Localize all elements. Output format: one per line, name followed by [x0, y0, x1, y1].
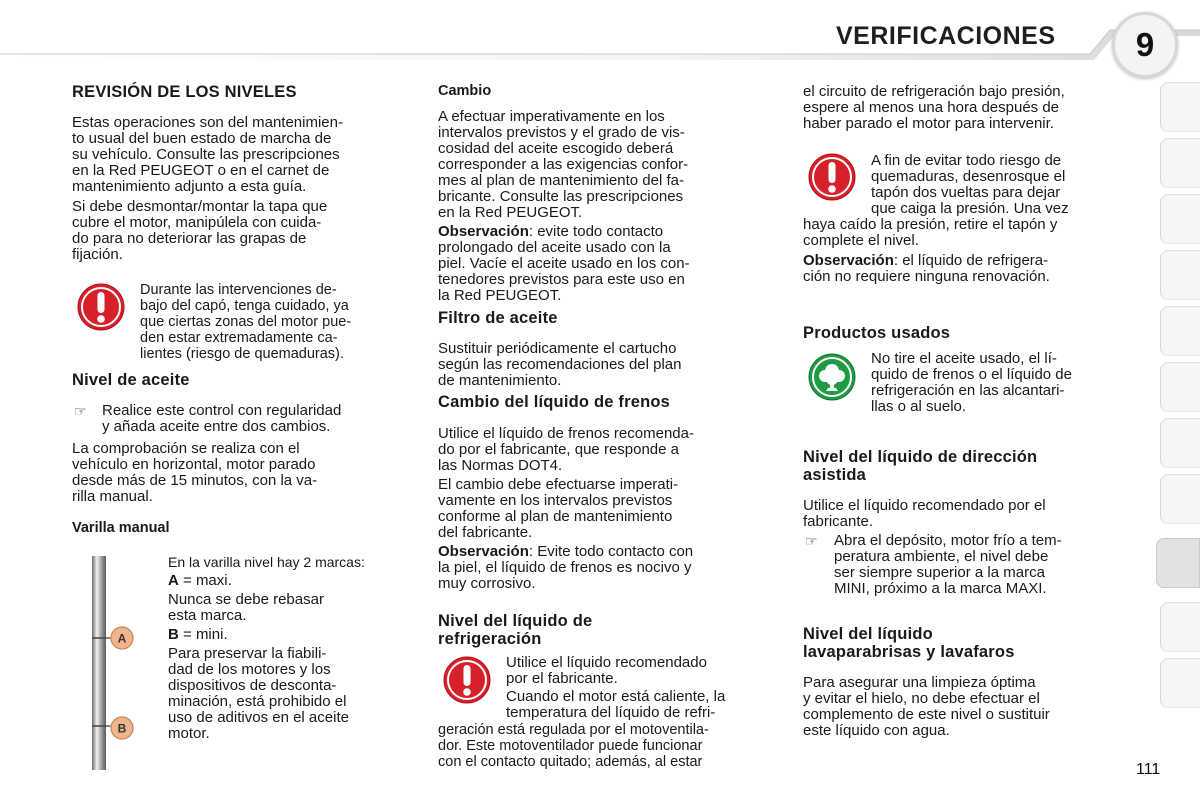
intro-paragraph: Estas operaciones son del mantenimien- to usual del buen estado de marcha de su vehículo. Consulte las prescripciones en la Red PEUGEOT o en el carnet de mantenimiento adjunto a esta guía. [72, 114, 343, 195]
chapter-tab[interactable] [1160, 306, 1200, 356]
washer-fluid-paragraph: Para asegurar una limpieza óptima y evitar el hielo, no debe efectuar el complemento de este nivel o sustituir este líquido con agua. [803, 674, 1050, 739]
oil-filter-paragraph: Sustituir periódicamente el cartucho según las recomendaciones del plan de mantenimiento. [438, 340, 682, 389]
hand-pointer-icon: ☞ [74, 403, 87, 419]
hand-pointer-icon: ☞ [805, 533, 818, 549]
oil-bullet-text: Realice este control con regularidad y añada aceite entre dos cambios. [102, 402, 342, 435]
hot-engine-warning: Durante las intervenciones de- bajo del capó, tenga cuidado, ya que ciertas zonas del motor pue- den estar extremadamente ca- lientes (riesgo de quemaduras). [140, 282, 352, 362]
chapter-tab[interactable] [1160, 658, 1200, 708]
used-products-heading: Productos usados [803, 324, 951, 342]
warning-icon [807, 152, 857, 202]
warning-icon [442, 655, 492, 705]
coolant-heading: Nivel del líquido de refrigeración [438, 612, 593, 648]
used-products-text: No tire el aceite usado, el lí- quido de frenos o el líquido de refrigeración en las alcantari- llas o al suelo. [871, 350, 1072, 415]
marks-intro: En la varilla nivel hay 2 marcas: [168, 554, 365, 570]
mark-b-text: B = mini. [168, 626, 228, 643]
dipstick-heading: Varilla manual [72, 520, 170, 536]
chapter-tab[interactable] [1160, 194, 1200, 244]
power-steering-paragraph: Utilice el líquido recomendado por el fabricante. [803, 497, 1046, 530]
never-exceed-text: Nunca se debe rebasar esta marca. [168, 591, 324, 624]
svg-text:B: B [117, 721, 127, 736]
oil-level-heading: Nivel de aceite [72, 371, 190, 389]
brake-observation: Observación: Evite todo contacto con la piel, el líquido de frenos es nocivo y muy corrosivo. [438, 543, 694, 592]
chapter-tab[interactable] [1160, 82, 1200, 132]
coolant-fan-paragraph: geración está regulada por el motoventila- dor. Este motoventilador puede funcionar con el contacto quitado; además, al estar [438, 722, 709, 770]
chapter-tab[interactable] [1160, 474, 1200, 524]
oil-filter-heading: Filtro de aceite [438, 309, 558, 327]
page-number: 111 [1136, 761, 1161, 778]
chapter-number-badge: 9 [1112, 12, 1178, 78]
oil-change-paragraph: A efectuar imperativamente en los intervalos previstos y el grado de vis- cosidad del aceite escogido deberá corresponder a las exigencias confor- mes al plan de mantenimiento del fa- bricante. Consulte las prescripciones en la Red PEUGEOT. [438, 108, 689, 221]
washer-fluid-heading: Nivel del líquido lavaparabrisas y lavafaros [803, 625, 1015, 661]
power-steering-heading: Nivel del líquido de dirección asistida [803, 448, 1038, 484]
brake-fluid-paragraph: Utilice el líquido de frenos recomenda- do por el fabricante, que responde a las Normas DOT4. [438, 425, 694, 474]
oil-change-heading: Cambio [438, 83, 492, 99]
additives-warning-text: Para preservar la fiabili- dad de los motores y los dispositivos de desconta- minación, está prohibido el uso de aditivos en el aceite motor. [168, 645, 349, 742]
coolant-continued-paragraph: el circuito de refrigeración bajo presión, espere al menos una hora después de haber parado el motor para intervenir. [803, 83, 1065, 132]
chapter-title: VERIFICACIONES [836, 22, 1056, 50]
chapter-tab-active[interactable] [1156, 538, 1200, 588]
chapter-tab[interactable] [1160, 418, 1200, 468]
brake-change-paragraph: El cambio debe efectuarse imperati- vamente en los intervalos previstos conforme al plan de mantenimiento del fabricante. [438, 476, 679, 541]
coolant-observation: Observación: el líquido de refrigera- ción no requiere ninguna renovación. [803, 252, 1050, 285]
warning-icon [76, 282, 126, 332]
chapter-tab[interactable] [1160, 250, 1200, 300]
burn-warning-text: A fin de evitar todo riesgo de quemaduras, desenrosque el tapón dos vueltas para dejar que caiga la presión. Una vez [871, 152, 1069, 217]
chapter-tab[interactable] [1160, 602, 1200, 652]
oil-check-paragraph: La comprobación se realiza con el vehículo en horizontal, motor parado desde más de 15 minutos, con la va- rilla manual. [72, 440, 318, 505]
mark-a-label [108, 624, 136, 652]
section-title-levels: REVISIÓN DE LOS NIVELES [72, 83, 297, 101]
cover-paragraph: Si debe desmontar/montar la tapa que cubre el motor, manipúlela con cuida- do para no deteriorar las grapas de fijación. [72, 198, 328, 263]
mark-b-label [108, 714, 136, 742]
chapter-tabs [1160, 82, 1200, 702]
coolant-warning-text: Utilice el líquido recomendado por el fabricante. Cuando el motor está caliente, la temperatura del líquido de refri- [506, 654, 726, 721]
svg-text:A: A [117, 631, 127, 646]
chapter-tab[interactable] [1160, 362, 1200, 412]
chapter-tab[interactable] [1160, 138, 1200, 188]
brake-fluid-heading: Cambio del líquido de frenos [438, 393, 671, 411]
power-steering-bullet: Abra el depósito, motor frío a tem- peratura ambiente, el nivel debe ser siempre superior a la marca MINI, próximo a la marca MAXI. [834, 532, 1062, 597]
mark-a-text: A = maxi. [168, 572, 232, 589]
oil-observation: Observación: evite todo contacto prolongado del aceite usado con la piel. Vacíe el aceite usado en los con- tenedores previstos para este uso en la Red PEUGEOT. [438, 223, 690, 304]
tree-environment-icon [807, 352, 857, 402]
cap-refill-paragraph: haya caído la presión, retire el tapón y complete el nivel. [803, 216, 1058, 249]
